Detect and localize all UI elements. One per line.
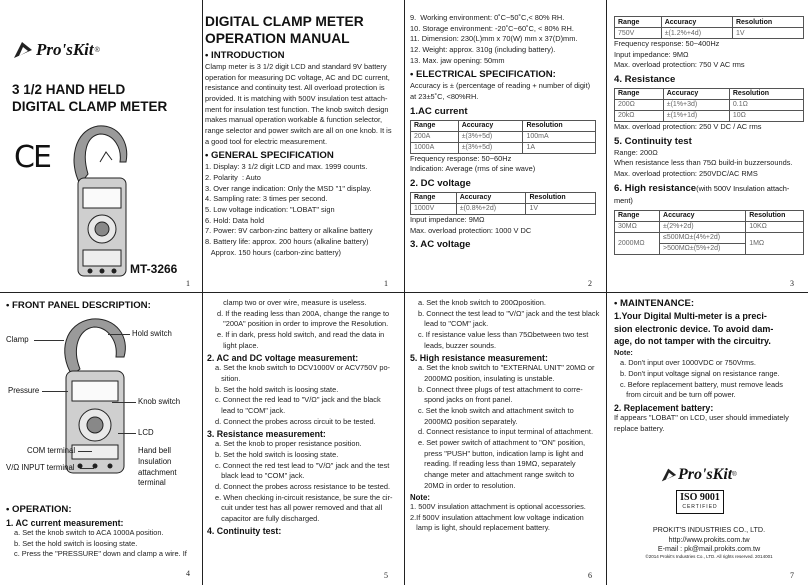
high-resistance-measurement-heading: 5. High resistance measurement: <box>410 353 548 364</box>
model-number: MT-3266 <box>130 262 178 276</box>
text-line: Clamp meter is 3 1/2 digit LCD and standard 9V battery <box>205 62 387 72</box>
text-line: a good tool for electric measurement. <box>205 136 328 146</box>
text-line: cuit under test has all power removed and that all <box>215 503 383 513</box>
text-line: 4. Sampling rate: 3 times per second. <box>205 194 328 204</box>
text-line: lamp is light, should replacement battery. <box>410 523 550 533</box>
text-line: c. Press the "PRESSURE" down and clamp a wire. If <box>14 549 187 559</box>
text-line: If appears "LOBAT" on LCD, user should immediately <box>614 413 789 423</box>
text-line: c. Set the knob switch and attachment switch to <box>418 405 574 415</box>
label-attachment: attachment <box>138 467 177 477</box>
label-hand-bell: Hand bell <box>138 446 171 455</box>
dc-voltage-table: Range Accuracy Resolution 1000V ±(0.8%+2d) 1V <box>410 192 596 215</box>
page-divider <box>606 0 607 292</box>
page-resistance-spec <box>614 16 804 255</box>
label-pressure: Pressure <box>8 386 40 395</box>
iso-label: ISO 9001 <box>680 492 720 503</box>
text-line: c. Connect the red test lead to "V/Ω" jack and the test <box>215 460 390 470</box>
front-panel-heading: • FRONT PANEL DESCRIPTION: <box>6 300 151 311</box>
manual-title-line2: OPERATION MANUAL <box>205 30 350 46</box>
text-line: e. When checking in-circuit resistance, be sure the cir- <box>215 492 393 502</box>
page-front-panel <box>0 293 202 585</box>
introduction-heading: • INTRODUCTION <box>205 50 285 62</box>
page-number: 4 <box>186 569 190 578</box>
text-line: 20MΩ in order to resolution. <box>418 480 516 490</box>
text-line: 1. Display: 3 1/2 digit LCD and max. 1999 counts. <box>205 162 368 172</box>
electrical-spec-text <box>410 81 602 102</box>
text-line: c. If resistance value less than 75Ωbetween two test <box>418 329 589 339</box>
page-divider <box>404 0 405 585</box>
text-line: age, do not tamper with the circuitry. <box>614 336 771 347</box>
resistance-measurement-heading: 3. Resistance measurement: <box>207 429 326 440</box>
text-line: d. Connect resistance to input terminal of attachment. <box>418 427 594 437</box>
clamp-meter-illustration <box>70 122 132 282</box>
text-line: a. Don't input over 1000VDC or 750Vrms. <box>620 358 756 368</box>
page-divider <box>202 0 203 292</box>
introduction-text <box>205 62 401 147</box>
text-line: c. Connect the red lead to "V/Ω" jack and the black <box>215 395 381 405</box>
page-electrical-spec <box>410 13 602 251</box>
text-line: 2.If 500V insulation attachment low voltage indication <box>410 512 584 522</box>
page-intro <box>205 14 401 258</box>
text-line: d. Connect the probes across resistance to be tested. <box>215 481 391 491</box>
text-line: a. Set the knob switch to "EXTERNAL UNIT" 20MΩ or <box>418 363 595 373</box>
text-line: 1.Your Digital Multi-meter is a preci- <box>614 310 767 321</box>
high-resistance-steps <box>410 363 602 491</box>
text-line: b. Don't input voltage signal on resistance range. <box>620 369 780 379</box>
text-line: reading. If reading less than 19MΩ, separately <box>418 459 576 469</box>
label-com-terminal: COM terminal <box>27 446 76 455</box>
maintenance-heading: • MAINTENANCE: <box>614 298 695 309</box>
text-line: capacitor are fully discharged. <box>215 513 320 523</box>
text-line: Max. overload protection: 750 V AC rms <box>614 60 745 70</box>
text-line: operation for measuring DC voltage, AC and DC current, <box>205 72 390 82</box>
voltage-steps <box>207 363 401 427</box>
text-line: Approx. 150 hours (carbon-zinc battery) <box>205 247 341 257</box>
text-line: "200A" position in order to improve the Resolution. <box>217 319 389 329</box>
brand-name: Pro'sKit <box>36 40 94 59</box>
replacement-battery-heading: 2. Replacement battery: <box>614 403 714 414</box>
page-number: 1 <box>384 279 388 288</box>
company-name: PROKIT'S INDUSTRIES CO., LTD. <box>652 525 766 534</box>
text-line: 7. Power: 9V carbon-zinc battery or alkaline battery <box>205 226 373 236</box>
company-email[interactable]: E-mail : pk@mail.prokits.com.tw <box>657 544 761 554</box>
page-number: 7 <box>790 571 794 580</box>
text-line: ment for insulation test function. The knob switch design <box>205 104 389 114</box>
spec-list-cont <box>410 13 602 66</box>
text-line: press "PUSH" button, indication lamp is light and <box>418 448 584 458</box>
text-line: c. Before replacement battery, must remove leads <box>620 379 783 389</box>
page-number: 3 <box>790 279 794 288</box>
brand-name: Pro'sKit <box>678 466 733 483</box>
text-line: Accuracy is ± (percentage of reading + number of digit) <box>410 81 591 91</box>
general-spec-heading: • GENERAL SPECIFICATION <box>205 150 334 162</box>
text-line: lead to "COM" jack. <box>418 319 489 329</box>
text-line: sition. <box>215 373 241 383</box>
page-number: 5 <box>384 571 388 580</box>
text-line: 10. Storage environment: -20˚C~60˚C, < 80% RH. <box>410 23 574 33</box>
text-line: change meter and attachment range switch to <box>418 469 575 479</box>
battery-text <box>614 413 804 434</box>
ac-current-notes <box>410 154 602 175</box>
iso-certified: CERTIFIED <box>682 504 718 510</box>
general-spec-list <box>205 162 401 258</box>
text-line: a. Set the knob switch to ACA 1000A position. <box>14 527 164 537</box>
page-cover <box>0 0 202 292</box>
ac-current-measurement-heading: 1. AC current measurement: <box>6 517 124 528</box>
text-line: spond jacks on front panel. <box>418 395 513 405</box>
text-line: 2000MΩ position, insulating is unstable. <box>418 373 555 383</box>
text-line: 13. Max. jaw opening: 50mm <box>410 55 505 65</box>
company-website[interactable]: http://www.prokits.com.tw <box>668 534 750 544</box>
maintenance-warning <box>614 310 804 348</box>
brand-mark-icon <box>660 467 678 483</box>
ac-current-steps <box>6 528 200 560</box>
cover-title-line2: DIGITAL CLAMP METER <box>12 98 168 114</box>
text-line: d. If the reading less than 200A, change the range to <box>217 308 390 318</box>
label-lcd: LCD <box>138 428 154 437</box>
brand-mark-icon <box>12 40 34 60</box>
text-line: e. Set power switch of attachment to "ON" position, <box>418 437 586 447</box>
text-line: a. Set the knob switch to 200Ωposition. <box>418 298 546 307</box>
text-line: When resistance less than 75Ω build-in buzzersounds. <box>614 158 793 168</box>
text-line: e. If in dark, press hold switch, and read the data in <box>217 329 385 339</box>
text-line: from circuit and be turn off power. <box>620 390 736 400</box>
page-number: 1 <box>186 279 190 288</box>
text-line: b. Connect three plugs of test attachment to corre- <box>418 384 583 394</box>
page-divider <box>202 293 203 585</box>
text-line: Indication: Average (rms of sine wave) <box>410 164 536 174</box>
note-heading: Note: <box>410 493 430 503</box>
high-resistance-heading: 6. High resistance <box>614 182 697 194</box>
voltage-measurement-heading: 2. AC and DC voltage measurement: <box>207 353 359 364</box>
text-line: black lead to "COM" jack. <box>215 471 305 481</box>
ac-voltage-notes <box>614 39 804 71</box>
registered-mark: ® <box>732 472 737 478</box>
text-line: Input impedance: 9MΩ <box>410 214 485 224</box>
ac-voltage-heading: 3. AC voltage <box>410 239 471 251</box>
label-knob-switch: Knob switch <box>138 397 181 406</box>
text-line: 9. Working environment: 0˚C~50˚C,< 80% RH. <box>410 13 565 22</box>
continuity-text <box>614 148 804 180</box>
resistance-heading: 4. Resistance <box>614 73 676 85</box>
text-line: b. Connect the test lead to "V/Ω" jack and the test black <box>418 308 600 318</box>
continuity-steps <box>410 298 602 351</box>
text-line: a. Set the knob to proper resistance position. <box>215 439 362 449</box>
text-line: 3. Over range indication: Only the MSD "1" display. <box>205 183 372 193</box>
label-v-input-terminal: V/Ω INPUT terminal <box>6 463 75 472</box>
ac-voltage-table: Range Accuracy Resolution 750V ±(1.2%+4d) 1V <box>614 16 804 39</box>
text-line: 12. Weight: approx. 310g (including battery). <box>410 44 556 54</box>
label-insulation: Insulation <box>138 457 172 466</box>
operation-heading: • OPERATION: <box>6 504 72 515</box>
text-line: Max. overload protection: 1000 V DC <box>410 225 532 235</box>
text-line: b. Set the hold switch is loosing state. <box>215 384 339 394</box>
manual-title-line1: DIGITAL CLAMP METER <box>205 14 364 29</box>
high-resistance-subnote-cont: ment) <box>614 196 633 206</box>
registered-mark: ® <box>94 46 100 54</box>
text-line: 11. Dimension: 230(L)mm x 70(W) mm x 37(D)mm. <box>410 34 578 44</box>
cover-title-line1: 3 1/2 HAND HELD <box>12 82 126 97</box>
notes-list <box>410 502 602 534</box>
ac-current-table: Range Accuracy Resolution 200A ±(3%+5d) 100mA 1000A ±(3%+5d) 1A <box>410 120 596 154</box>
text-line: Max. overload protection: 250VDC/AC RMS <box>614 168 758 178</box>
electrical-spec-heading: • ELECTRICAL SPECIFICATION: <box>410 69 556 81</box>
ce-mark: CE <box>14 140 50 175</box>
text-line: sion electronic device. To avoid dam- <box>614 323 774 334</box>
page-high-resistance <box>410 298 602 534</box>
ac-current-steps-cont <box>207 298 401 351</box>
text-line: b. Set the hold switch is loosing state. <box>215 449 339 459</box>
text-line: 2. Polarity : Auto <box>205 172 261 182</box>
text-line: makes manual operation workable & function selector, <box>205 115 383 125</box>
high-resistance-table: Range Accuracy Resolution 30MΩ ±(2%+2d) 10KΩ 2000MΩ ≤500MΩ±(4%+2d) 1MΩ >500MΩ±(5%+2d) <box>614 210 804 255</box>
dc-voltage-heading: 2. DC voltage <box>410 177 471 189</box>
text-line: Range: 200Ω <box>614 147 658 157</box>
dc-voltage-notes <box>410 215 602 236</box>
brand-logo <box>660 466 737 484</box>
note-heading: Note: <box>614 347 633 357</box>
text-line: lead to "COM" jack. <box>215 405 286 415</box>
text-line: a. Set the knob switch to DCV1000V or ACV750V po- <box>215 363 391 373</box>
text-line: Frequency response: 50~60Hz <box>410 153 512 163</box>
continuity-heading: 5. Continuity test <box>614 135 692 147</box>
label-terminal: terminal <box>138 478 166 488</box>
page-maintenance <box>614 298 804 434</box>
page-divider <box>606 293 607 585</box>
text-line: 1. 500V insulation attachment is optional accessories. <box>410 502 586 512</box>
text-line: replace battery. <box>614 423 665 433</box>
text-line: 2000MΩ position separately. <box>418 416 518 426</box>
continuity-test-heading: 4. Continuity test: <box>207 526 282 537</box>
text-line: 6. Hold: Data hold <box>205 215 265 225</box>
text-line: clamp two or over wire, measure is useless. <box>217 298 367 307</box>
iso-badge <box>676 490 724 514</box>
label-clamp: Clamp <box>6 335 29 344</box>
text-line: resistance and continuity test. All overload protection is <box>205 83 385 93</box>
text-line: b. Set the hold switch is loosing state. <box>14 538 138 548</box>
page-number: 2 <box>588 279 592 288</box>
brand-logo <box>12 40 100 60</box>
text-line: Input impedance: 9MΩ <box>614 49 689 59</box>
resistance-steps <box>207 439 401 524</box>
text-line: range selector and power switch are all on one knob. It is <box>205 126 392 136</box>
copyright: ©2014 Prokit's Industries Co., LTD. All rights reserved. 2014001 <box>645 554 773 560</box>
page-operation-cont <box>207 298 401 536</box>
page-number: 6 <box>588 571 592 580</box>
resistance-note: Max. overload protection: 250 V DC / AC rms <box>614 121 762 131</box>
text-line: 8. Battery life: approx. 200 hours (alkaline battery) <box>205 236 369 246</box>
text-line: leads, buzzer sounds. <box>418 340 497 350</box>
text-line: 5. Low voltage indication: "LOBAT" sign <box>205 204 335 214</box>
high-resistance-subnote: (with 500V Insulation attach- <box>696 183 790 193</box>
maintenance-notes <box>614 358 804 401</box>
text-line: at 23±5˚C, <80%RH. <box>410 91 479 101</box>
text-line: Frequency response: 50~400Hz <box>614 39 720 48</box>
resistance-table: Range Accuracy Resolution 200Ω ±(1%+3d) 0.1Ω 20kΩ ±(1%+1d) 10Ω <box>614 88 804 122</box>
label-hold-switch: Hold switch <box>132 329 172 338</box>
text-line: d. Connect the probes across circuit to be tested. <box>215 416 376 426</box>
text-line: provided. It is matching with 500V insulation test attach- <box>205 94 388 104</box>
ac-current-heading: 1.AC current <box>410 105 468 117</box>
text-line: light place. <box>217 340 259 350</box>
